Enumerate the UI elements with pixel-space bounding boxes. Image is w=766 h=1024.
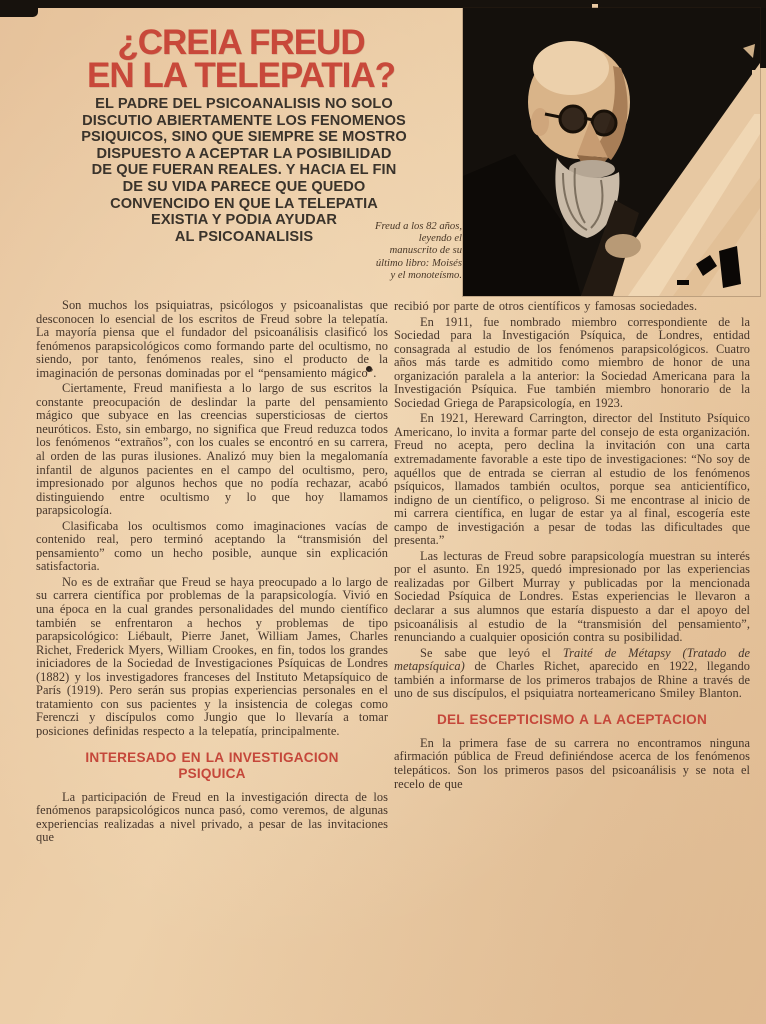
- paragraph: En la primera fase de su carrera no encontramos ninguna afirmación pública de Freud definiéndose acerca de los fenómenos telepáticos. Son los primeros pasos del psicoanálisis y se nota el recelo de que: [394, 735, 750, 791]
- standfirst-line: EXISTIA Y PODIA AYUDAR: [150, 212, 338, 229]
- standfirst-line: DISPUESTO A ACEPTAR LA POSIBILIDAD: [96, 145, 392, 162]
- standfirst-line: DE QUE FUERAN REALES. Y HACIA EL FIN: [91, 162, 397, 179]
- paragraph: Clasificaba los ocultismos como imaginaciones vacías de contenido real, pero terminó aceptando la “transmisión del pensamiento” como un hecho posible, aunque sin explicación satisfactoria.: [36, 518, 388, 574]
- standfirst-line: AL PSICOANALISIS: [174, 228, 314, 245]
- standfirst-line: DISCUTIO ABIERTAMENTE LOS FENOMENOS: [82, 112, 406, 129]
- column-left: [36, 299, 388, 847]
- scan-edge-corner: [0, 8, 38, 17]
- paragraph: La participación de Freud en la investigación directa de los fenómenos parapsicológicos nunca pasó, como veremos, de algunas experiencias realizadas a nivel privado, a pesar de las invitaciones que: [36, 789, 388, 845]
- column-right: [394, 300, 750, 793]
- paragraph: recibió por parte de otros científicos y famosas sociedades.: [394, 299, 698, 313]
- paragraph-segment: de Charles Richet, aparecido en 1922, llegando también a informarse de los primeros trabajos de Rhine a través de uno de sus discípulos, el psiquiatra norteamericano Smiley Blanton.: [394, 659, 750, 701]
- section-heading-investigacion-psiquica: INTERESADO EN LA INVESTIGACION PSIQUICA: [85, 749, 339, 781]
- freud-photo: [463, 8, 760, 296]
- standfirst-line: CONVENCIDO EN QUE LA TELEPATIA: [110, 195, 378, 212]
- article-title-line1: ¿CREIA FREUD: [117, 23, 365, 62]
- paragraph: En 1921, Hereward Carrington, director del Instituto Psíquico Americano, lo invita a formar parte del consejo de esta organización. Freud no acepta, pero declina la invitación con una carta extremadamente favorable a este tipo de investigaciones: “No soy de aquéllos que de entrada se cierran al estudio de los fenómenos psíquicos, llamados también ocultos, porque sea anticientífico, indigno de un científico, o peligroso. Si me encontrase al inicio de mi carrera científica, en lugar de estar ya al final, escogería este campo de investigación a pesar de todas las dificultades que presenta.”: [394, 411, 750, 548]
- article-title-line2: EN LA TELEPATIA?: [86, 56, 396, 95]
- freud-photo-art: [463, 8, 760, 296]
- section-heading-escepticismo-aceptacion: DEL ESCEPTICISMO A LA ACEPTACION: [437, 711, 707, 727]
- paragraph: Son muchos los psiquiatras, psicólogos y psicoanalistas que desconocen lo esencial de los escritos de Freud sobre la telepatía. La mayoría piensa que el fundador del psicoanálisis clasificó los fenómenos parapsicológicos como formando parte del ocultismo, no siendo, por tanto, fenómenos reales, sino el producto de la imaginación de personas dominadas por el “pensamiento mágico”.: [36, 298, 388, 380]
- standfirst-line: PSIQUICOS, SINO QUE SIEMPRE SE MOSTRO: [81, 129, 407, 146]
- paragraph: No es de extrañar que Freud se haya preocupado a lo largo de su carrera científica por problemas de la parapsicología. Vivió en una época en la cual grandes personalidades del mundo científico también se enfrentaron a hechos y problemas de tipo parapsicológico: Liébault, Pierre Janet, William James, Charles Richet, Frederick Myers, William Crookes, en fin, todos los grandes iniciadores de la Sociedad de Investigaciones Psíquicas de Londres (1882) y los investigadores franceses del Instituto Metapsíquico de París (1919). Pero serán sus propias experiencias personales en el tratamiento con sus pacientes y la insistencia de colegas como Ferenczi y discípulos como Jungio que lo llevaría a tomar posiciones definidas respecto a la telepatía, principalmente.: [36, 574, 388, 738]
- paragraph: Las lecturas de Freud sobre parapsicología muestran su interés por el asunto. En 1925, quedó impresionado por las experiencias realizadas por Gilbert Murray y publicadas por la mencionada Sociedad Psíquica de Londres. Estas experiencias le llevaron a declarar a sus alumnos que estaría dispuesto a dar el apoyo del psicoanálisis al estudio de la “transmisión del pensamiento”, renunciando a cualquier oposición contra su posibilidad.: [394, 548, 750, 645]
- article-title: [42, 23, 440, 95]
- paragraph-segment: Se sabe que leyó el: [420, 645, 563, 660]
- standfirst-line: DE SU VIDA PARECE QUE QUEDO: [122, 178, 366, 195]
- paragraph: [394, 647, 750, 701]
- book-title-traite-de-metapsy: Traité de Métapsy (Tratado de metapsíquica): [394, 645, 750, 674]
- paragraph: En 1911, fue nombrado miembro correspondiente de la Sociedad para la Investigación Psíquica, de Londres, entidad consagrada al estudio de los fenómenos parapsicológicos. Cuatro años más tarde es admitido como miembro de honor de una organización paralela a la anterior: la Sociedad Americana para la Investigación Psíquica. Fue también miembro honorario de la Sociedad Griega de Parapsicología, en 1923.: [394, 314, 750, 410]
- photo-caption: Freud a los 82 años, leyendo el manuscrito de su último libro: Moisés y el monoteísmo.: [374, 221, 462, 281]
- standfirst-line: EL PADRE DEL PSICOANALISIS NO SOLO: [95, 96, 393, 112]
- paragraph: Ciertamente, Freud manifiesta a lo largo de sus escritos la constante preocupación de deslindar la parte del pensamiento mágico que subyace en las creencias supersticiosas de ciertos neuróticos. Esto, sin embargo, no significa que Freud reduzca todos los fenómenos “extraños”, con los cuales se encontró en su carrera, al orden de las puras ilusiones. Analizó muy bien la megalomanía infantil de algunos pacientes en el campo del ocultismo, pero, impresionado por algunos hechos que no podía rechazar, acabó distinguiendo entre ocultismo y lo que hoy llamamos parapsicología.: [36, 381, 388, 518]
